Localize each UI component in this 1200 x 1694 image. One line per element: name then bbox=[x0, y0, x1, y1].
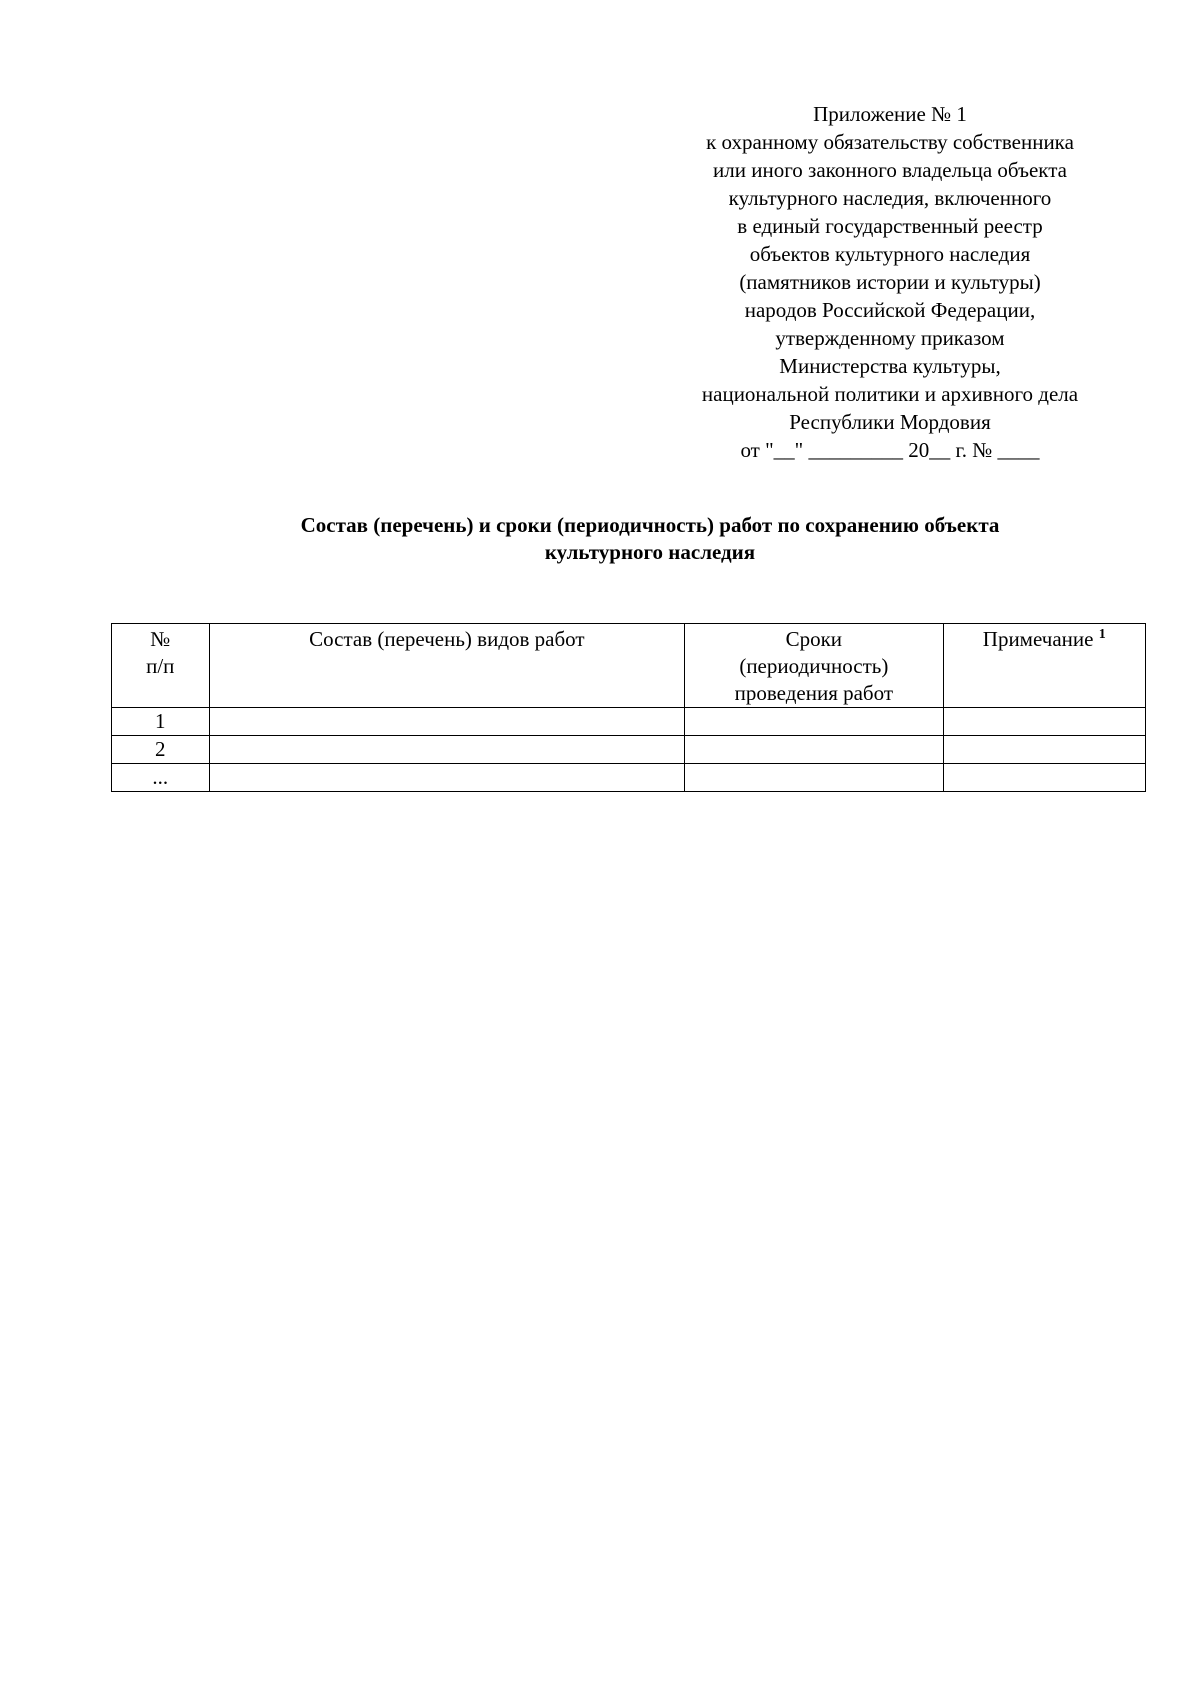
cell-works bbox=[209, 708, 685, 736]
cell-works bbox=[209, 736, 685, 764]
table-row bbox=[112, 708, 1146, 736]
appendix-line: или иного законного владельца объекта bbox=[713, 158, 1067, 182]
appendix-line: культурного наследия, включенного bbox=[728, 186, 1052, 210]
appendix-line: к охранному обязательству собственника bbox=[706, 130, 1074, 154]
document-title bbox=[150, 512, 1150, 566]
cell-terms bbox=[685, 736, 943, 764]
works-table bbox=[111, 623, 1146, 792]
header-note-label: Примечание bbox=[982, 627, 1094, 651]
appendix-line: в единый государственный реестр bbox=[737, 214, 1043, 238]
document-title-line: Состав (перечень) и сроки (периодичность) работ по сохранению объекта bbox=[300, 513, 1000, 537]
cell-num: 1 bbox=[112, 708, 210, 736]
appendix-line: объектов культурного наследия bbox=[749, 242, 1031, 266]
cell-terms bbox=[685, 708, 943, 736]
appendix-line: (памятников истории и культуры) bbox=[739, 270, 1041, 294]
appendix-header bbox=[660, 100, 1120, 464]
cell-note bbox=[943, 736, 1146, 764]
cell-works bbox=[209, 764, 685, 792]
appendix-line: Министерства культуры, bbox=[779, 354, 1001, 378]
footnote-marker: 1 bbox=[1098, 627, 1106, 642]
header-num: № п/п bbox=[112, 624, 210, 708]
appendix-line: утвержденному приказом bbox=[775, 326, 1005, 350]
appendix-date-line: от "__" _________ 20__ г. № ____ bbox=[740, 438, 1040, 462]
table-header-row bbox=[112, 624, 1146, 708]
cell-num: 2 bbox=[112, 736, 210, 764]
header-works: Состав (перечень) видов работ bbox=[209, 624, 685, 708]
cell-terms bbox=[685, 764, 943, 792]
appendix-line: Приложение № 1 bbox=[813, 102, 967, 126]
appendix-line: народов Российской Федерации, bbox=[744, 298, 1036, 322]
document-title-line: культурного наследия bbox=[544, 540, 756, 564]
cell-note bbox=[943, 708, 1146, 736]
header-note bbox=[943, 624, 1146, 708]
appendix-line: национальной политики и архивного дела bbox=[701, 382, 1079, 406]
cell-note bbox=[943, 764, 1146, 792]
header-terms: Сроки (периодичность) проведения работ bbox=[685, 624, 943, 708]
appendix-line: Республики Мордовия bbox=[789, 410, 991, 434]
table-row bbox=[112, 764, 1146, 792]
cell-num: ... bbox=[112, 764, 210, 792]
table-row bbox=[112, 736, 1146, 764]
